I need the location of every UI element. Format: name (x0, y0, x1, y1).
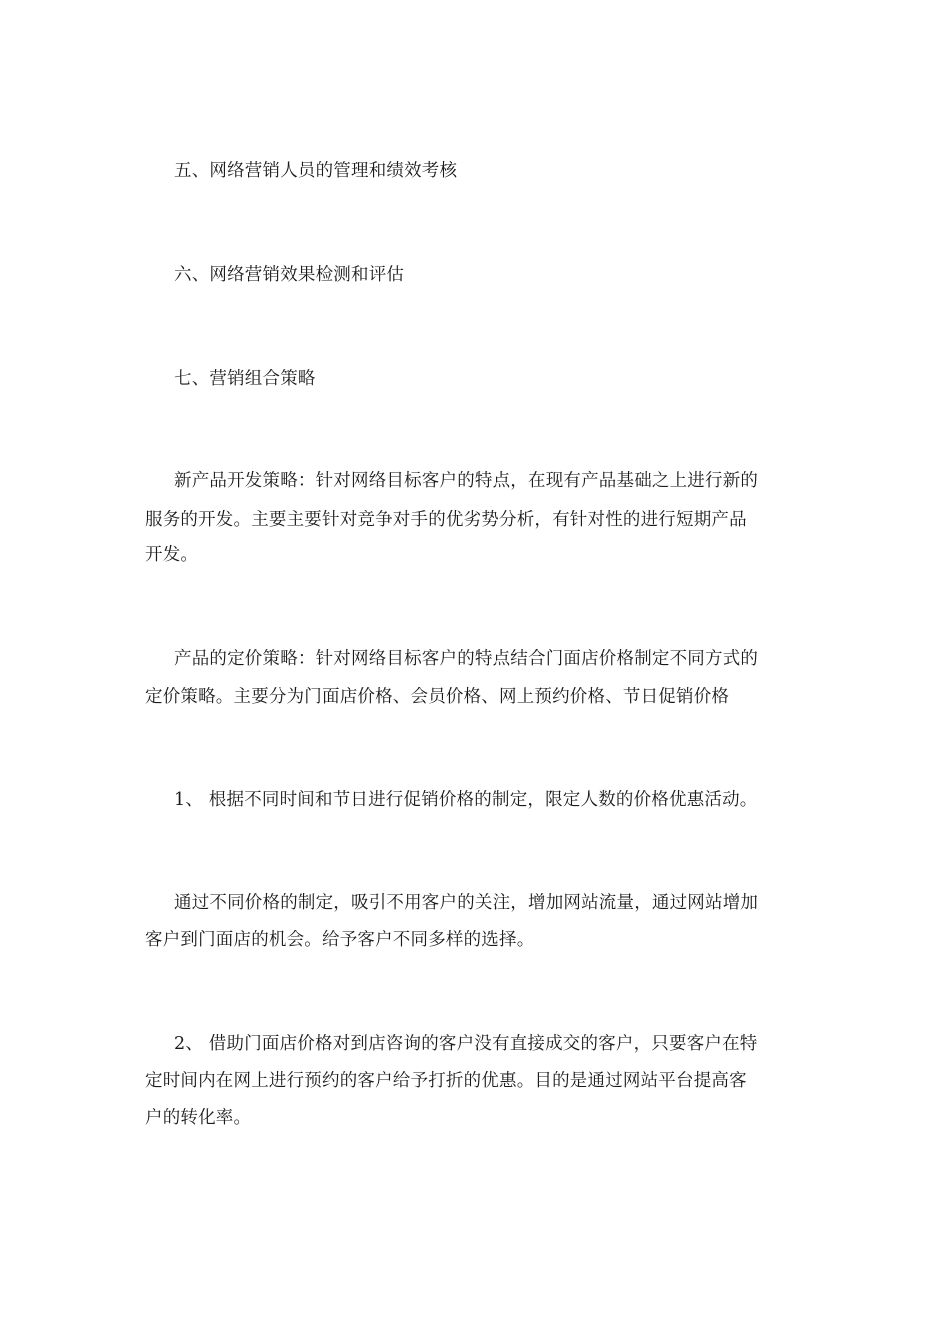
paragraph-line: 新产品开发策略：针对网络目标客户的特点，在现有产品基础之上进行新的 (174, 471, 759, 491)
paragraph-line: 1、 根据不同时间和节日进行促销价格的制定，限定人数的价格优惠活动。 (174, 790, 758, 810)
paragraph-line: 定价策略。主要分为门面店价格、会员价格、网上预约价格、节日促销价格 (145, 687, 730, 707)
heading-section-6: 六、网络营销效果检测和评估 (174, 265, 405, 285)
heading-section-5: 五、网络营销人员的管理和绩效考核 (174, 161, 458, 181)
paragraph-line: 开发。 (145, 545, 199, 565)
paragraph-line: 服务的开发。主要主要针对竞争对手的优劣势分析，有针对性的进行短期产品 (145, 510, 747, 530)
paragraph-line: 客户到门面店的机会。给予客户不同多样的选择。 (145, 930, 535, 950)
heading-section-7: 七、营销组合策略 (174, 369, 316, 389)
paragraph-line: 户的转化率。 (145, 1108, 252, 1128)
paragraph-line: 2、 借助门面店价格对到店咨询的客户没有直接成交的客户，只要客户在特 (174, 1034, 758, 1054)
paragraph-line: 通过不同价格的制定，吸引不用客户的关注，增加网站流量，通过网站增加 (174, 893, 759, 913)
paragraph-line: 产品的定价策略：针对网络目标客户的特点结合门面店价格制定不同方式的 (174, 649, 759, 669)
paragraph-line: 定时间内在网上进行预约的客户给予打折的优惠。目的是通过网站平台提高客 (145, 1071, 747, 1091)
